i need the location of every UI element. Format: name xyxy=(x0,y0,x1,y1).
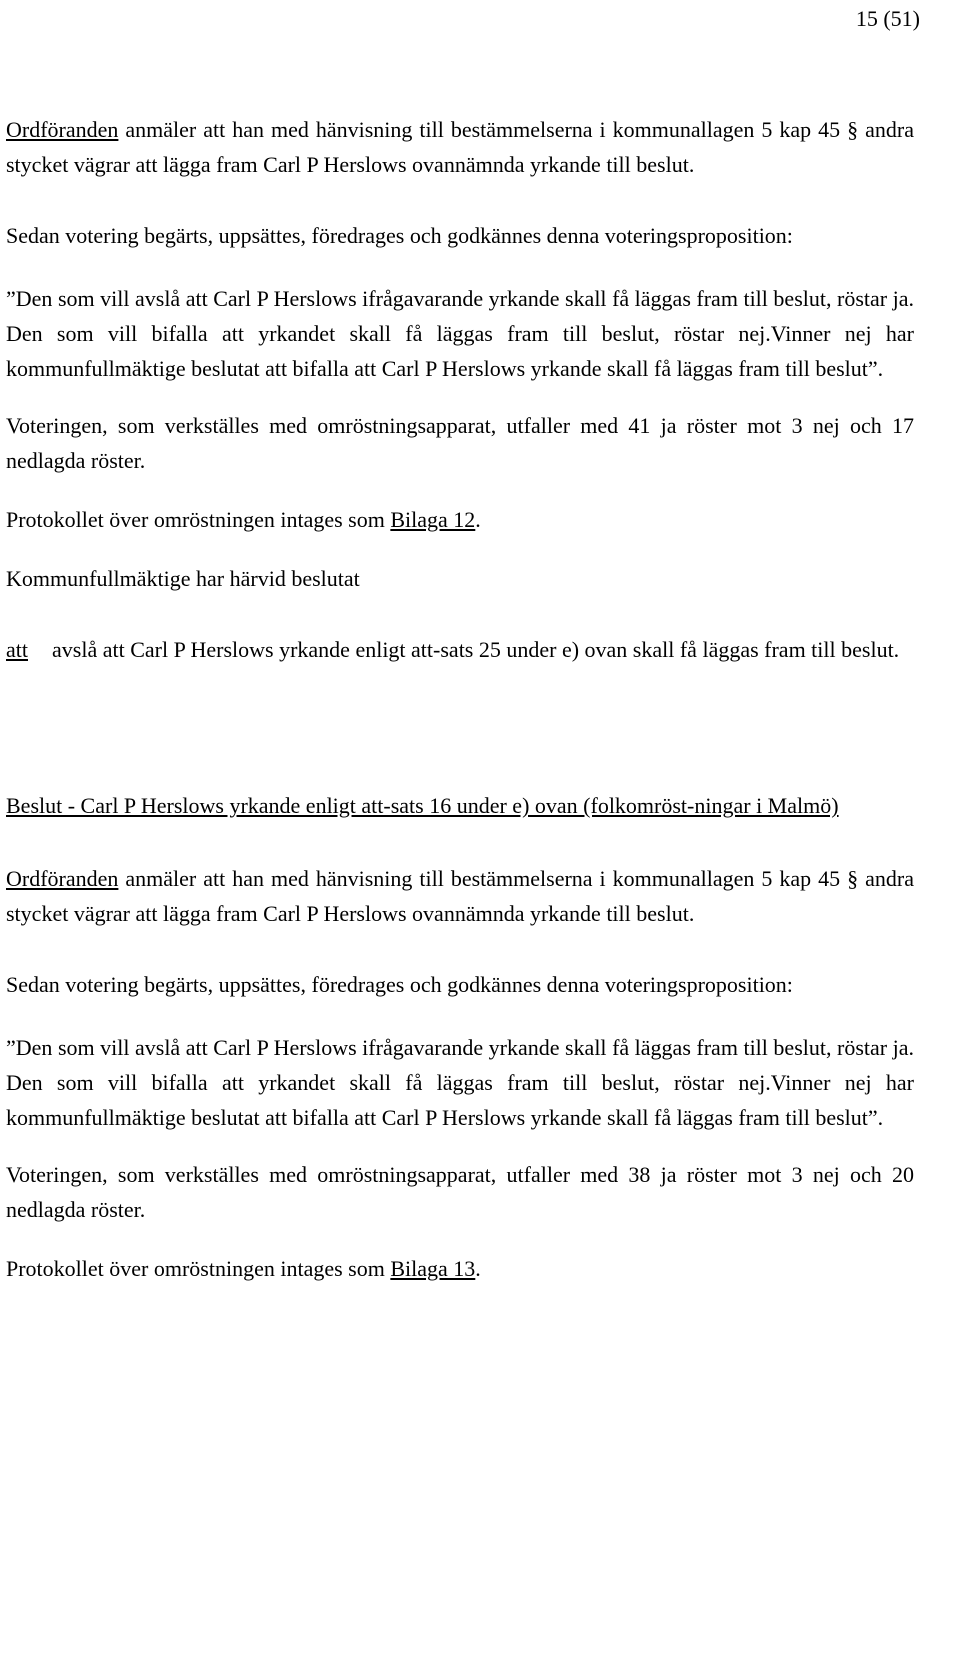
chair-term: Ordföranden xyxy=(6,117,119,142)
section-heading: Beslut - Carl P Herslows yrkande enligt att-sats 16 under e) ovan (folkomröst-ningar i Malmö) xyxy=(6,793,839,818)
chair-term-2: Ordföranden xyxy=(6,866,119,891)
page-number: 15 (51) xyxy=(855,6,920,31)
paragraph-protocol-appendix-2 xyxy=(6,1251,914,1286)
appendix-link[interactable]: Bilaga 12 xyxy=(390,507,476,532)
protocol-period: . xyxy=(475,507,481,532)
att-text: avslå att Carl P Herslows yrkande enligt att-sats 25 under e) ovan skall få läggas fram till beslut. xyxy=(52,637,900,662)
appendix-link-2[interactable]: Bilaga 13 xyxy=(390,1256,476,1281)
paragraph-protocol-appendix xyxy=(6,502,914,537)
paragraph-vote-request: Sedan votering begärts, uppsättes, föredrages och godkännes denna voteringsproposition: xyxy=(6,223,793,248)
paragraph-vote-proposition: ”Den som vill avslå att Carl P Herslows ifrågavarande yrkande skall få läggas fram till beslut, röstar ja. Den som vill bifalla att yrkandet skall få läggas fram till beslut, röstar nej.Vinner nej har kommunfullmäktige beslutat att bifalla att Carl P Herslows yrkande skall få läggas fram till beslut”. xyxy=(6,286,914,381)
paragraph-vote-result: Voteringen, som verkställes med omröstningsapparat, utfaller med 41 ja röster mot 3 nej och 17 nedlagda röster. xyxy=(6,413,914,473)
protocol-text-2: Protokollet över omröstningen intages som xyxy=(6,1256,391,1281)
protocol-text: Protokollet över omröstningen intages som xyxy=(6,507,391,532)
decision-clause xyxy=(6,632,914,667)
paragraph-vote-proposition-2: ”Den som vill avslå att Carl P Herslows ifrågavarande yrkande skall få läggas fram till beslut, röstar ja. Den som vill bifalla att yrkandet skall få läggas fram till beslut, röstar nej.Vinner nej har kommunfullmäktige beslutat att bifalla att Carl P Herslows yrkande skall få läggas fram till beslut”. xyxy=(6,1035,914,1130)
att-label: att xyxy=(6,637,28,662)
paragraph-council-decision: Kommunfullmäktige har härvid beslutat xyxy=(6,566,360,591)
protocol-period-2: . xyxy=(475,1256,481,1281)
paragraph-vote-request-2: Sedan votering begärts, uppsättes, föredrages och godkännes denna voteringsproposition: xyxy=(6,972,793,997)
paragraph-chair-refusal-2 xyxy=(6,861,914,931)
document-body xyxy=(6,112,914,1286)
chair-refusal-text: anmäler att han med hänvisning till bestämmelserna i kommunallagen 5 kap 45 § andra stycket vägrar att lägga fram Carl P Herslows ovannämnda yrkande till beslut. xyxy=(6,117,914,177)
paragraph-vote-result-2: Voteringen, som verkställes med omröstningsapparat, utfaller med 38 ja röster mot 3 nej och 20 nedlagda röster. xyxy=(6,1162,914,1222)
paragraph-chair-refusal xyxy=(6,112,914,182)
chair-refusal-text-2: anmäler att han med hänvisning till bestämmelserna i kommunallagen 5 kap 45 § andra stycket vägrar att lägga fram Carl P Herslows ovannämnda yrkande till beslut. xyxy=(6,866,914,926)
